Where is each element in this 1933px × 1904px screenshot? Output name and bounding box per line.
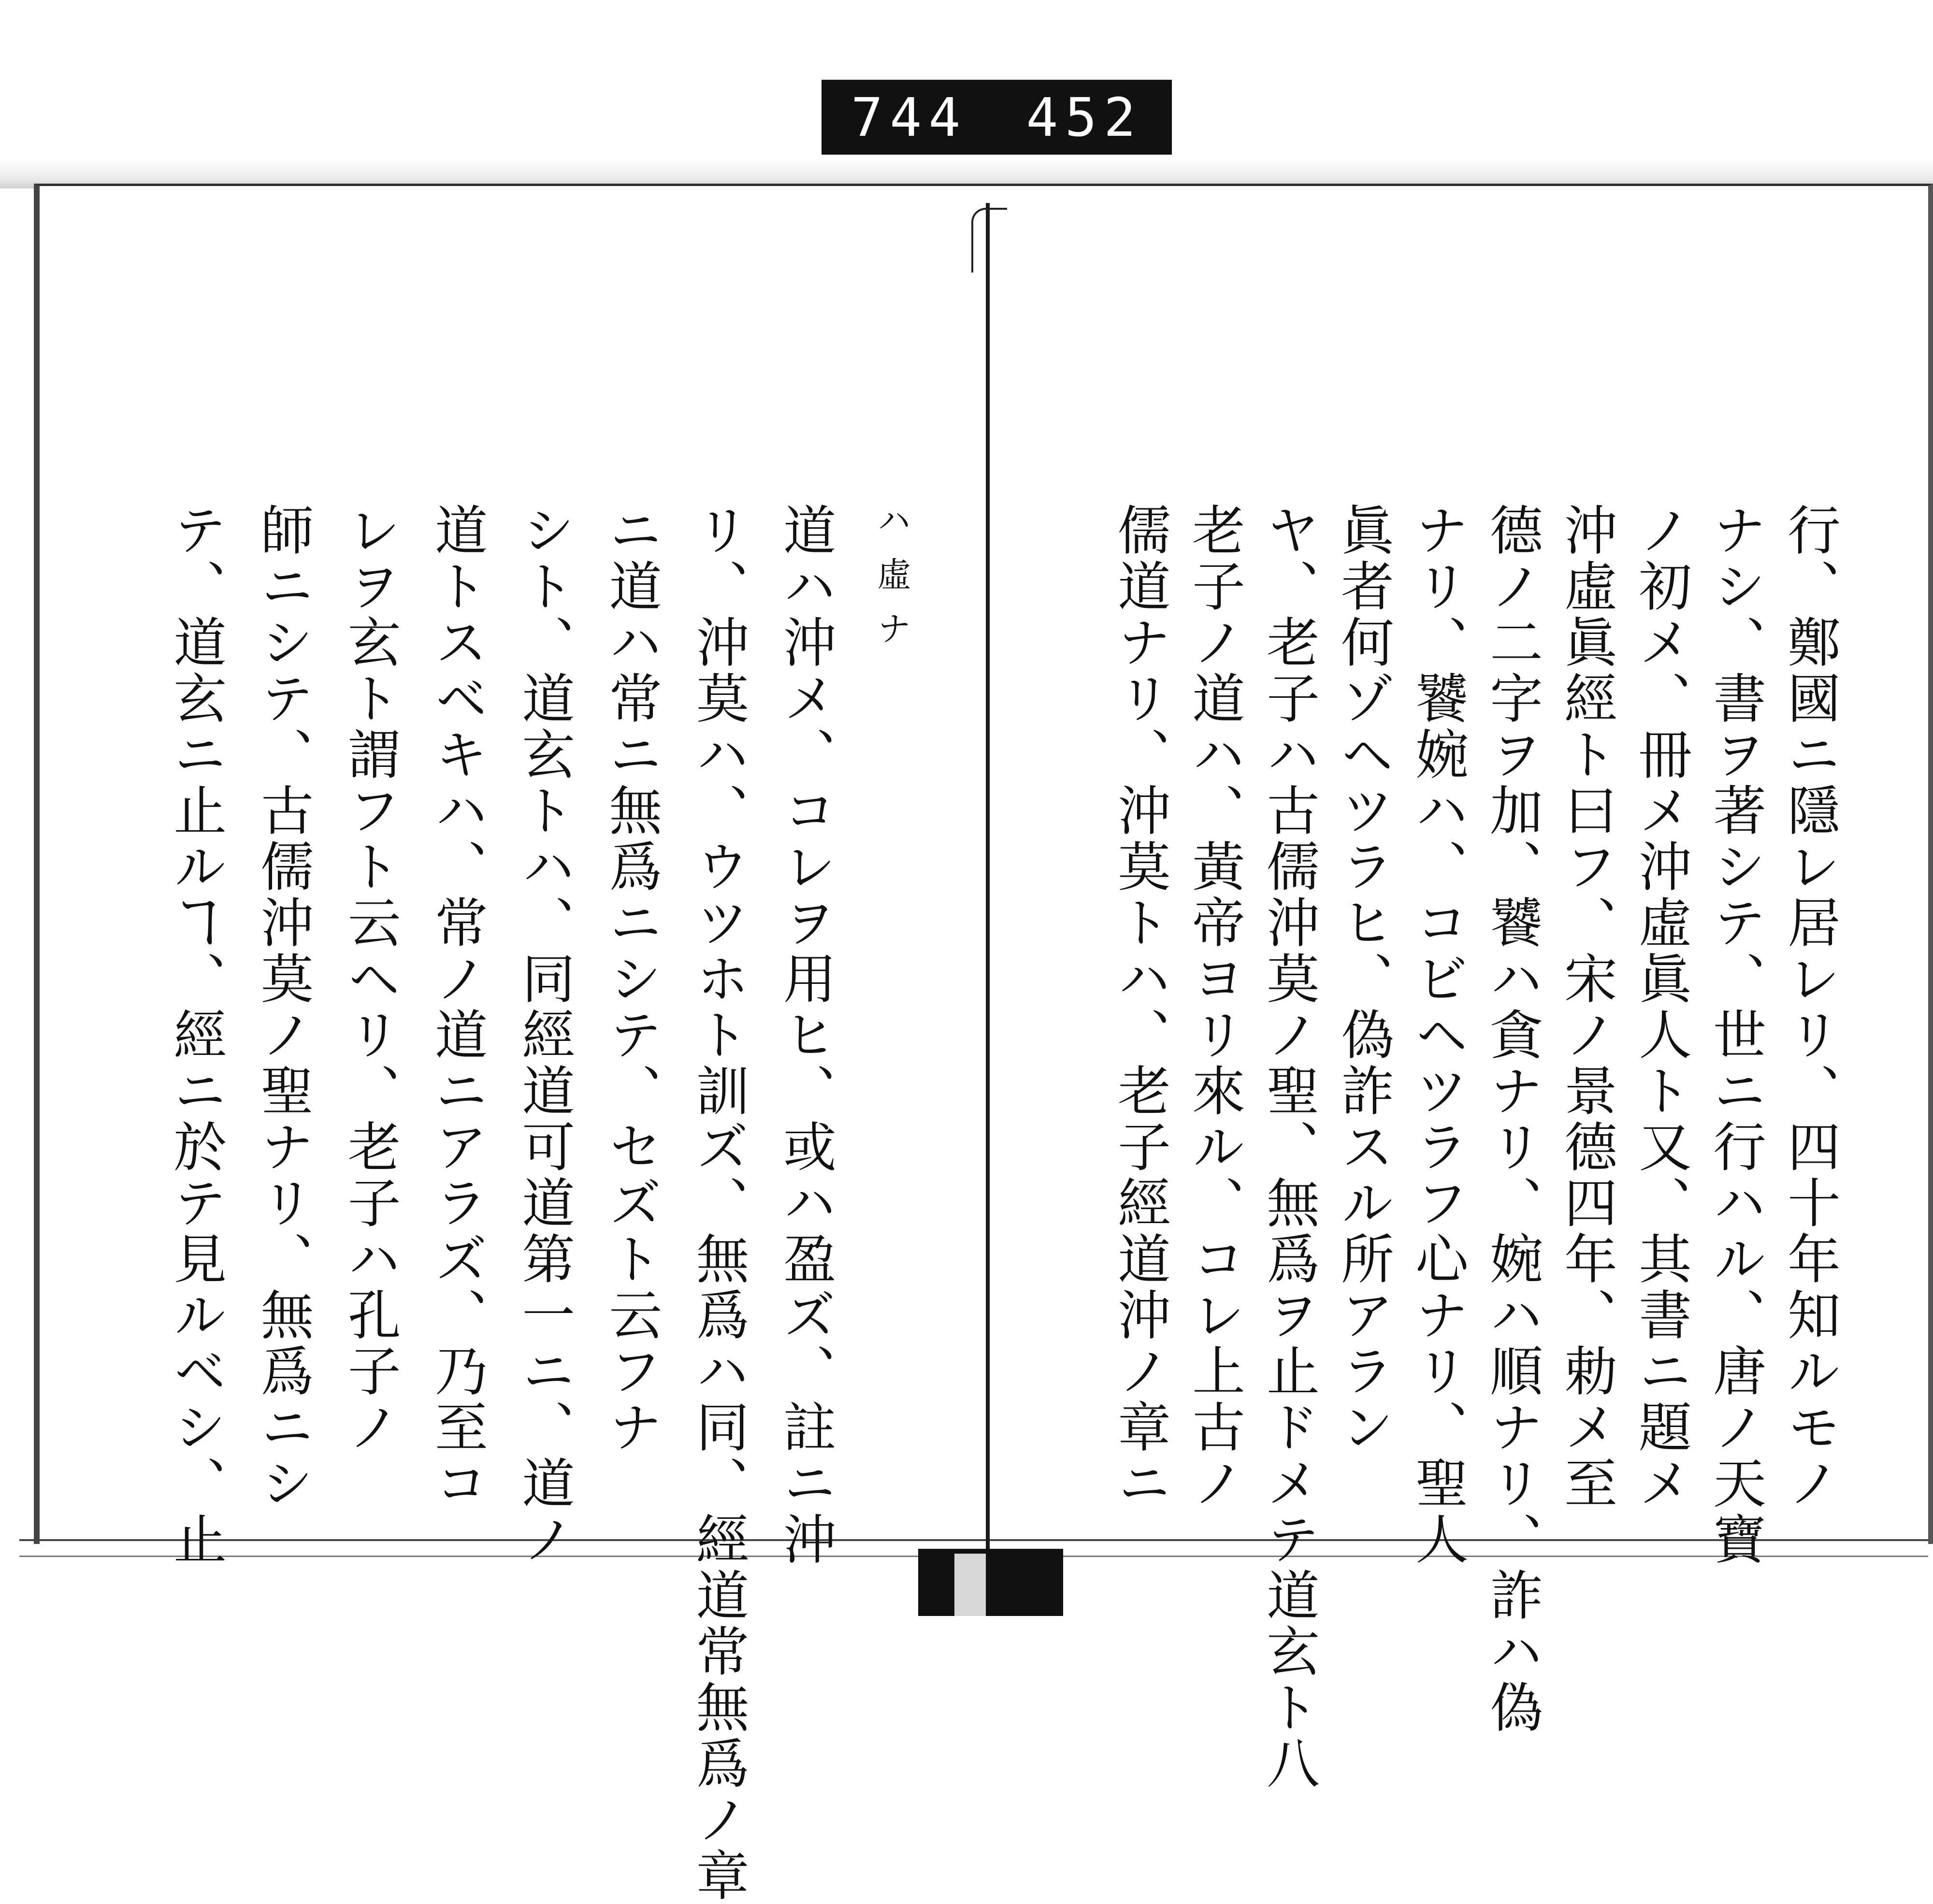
binding-clip	[918, 1549, 1063, 1616]
right-page-column: ナリ、饕婉ハ、コビヘツラフ心ナリ、聖人	[1407, 503, 1469, 1568]
left-page-column: リ、沖莫ハ、ウツホト訓ズ、無爲ハ同、經道常無爲ノ章	[687, 503, 750, 1904]
frame-number-left: 744	[851, 86, 967, 148]
right-page-column: 德ノ二字ヲ加、饕ハ貪ナリ、婉ハ順ナリ、詐ハ偽	[1481, 503, 1543, 1736]
left-page-column: シト、道玄トハ、同經道可道第一ニ、道ノ	[513, 503, 576, 1568]
right-page-column: 沖虛眞經ト曰フ、宋ノ景德四年、勅メ至	[1556, 503, 1617, 1512]
right-page-column: 眞者何ゾヘツラヒ、偽詐スル所アラン	[1332, 503, 1394, 1456]
right-page	[1092, 503, 1841, 1792]
right-page-column: ノ初メ、冊メ沖虛眞人ト又、其書ニ題メ	[1630, 503, 1692, 1512]
right-page-column: 儒道ナリ、沖莫トハ、老子經道沖ノ章ニ	[1109, 503, 1171, 1512]
right-page-column: ナシ、書ヲ著シテ、世ニ行ハル、唐ノ天寶	[1704, 503, 1766, 1568]
binding-clip-inner	[954, 1554, 986, 1616]
book-spine	[986, 203, 990, 1551]
left-page-column: テ、道玄ニ止ルヿ、經ニ於テ見ルベシ、止	[165, 503, 227, 1568]
left-page-column: 道トスベキハ、常ノ道ニアラズ、乃至コ	[426, 503, 488, 1512]
annotation-column: ハ虛ナ	[872, 503, 911, 665]
left-page-column: 道ハ沖メ、コレヲ用ヒ、或ハ盈ズ、註ニ沖	[774, 503, 837, 1568]
frame-number-right: 452	[1026, 86, 1143, 148]
frame-number-label	[822, 80, 1172, 155]
left-page-column: レヲ玄ト謂フト云ヘリ、老子ハ孔子ノ	[339, 503, 401, 1456]
binding-thread	[971, 208, 1007, 273]
right-page-column: 行、鄭國ニ隱レ居レリ、四十年知ルモノ	[1779, 503, 1841, 1512]
left-page-column: ニ道ハ常ニ無爲ニシテ、セズト云フナ	[600, 503, 663, 1456]
left-page-column: 師ニシテ、古儒沖莫ノ聖ナリ、無爲ニシ	[252, 503, 314, 1512]
left-page	[135, 503, 911, 1904]
right-page-column: 老子ノ道ハ、黃帝ヨリ來ル、コレ上古ノ	[1183, 503, 1245, 1512]
right-page-column: ヤ、老子ハ古儒沖莫ノ聖、無爲ヲ止ドメテ道玄ト八	[1258, 503, 1320, 1792]
